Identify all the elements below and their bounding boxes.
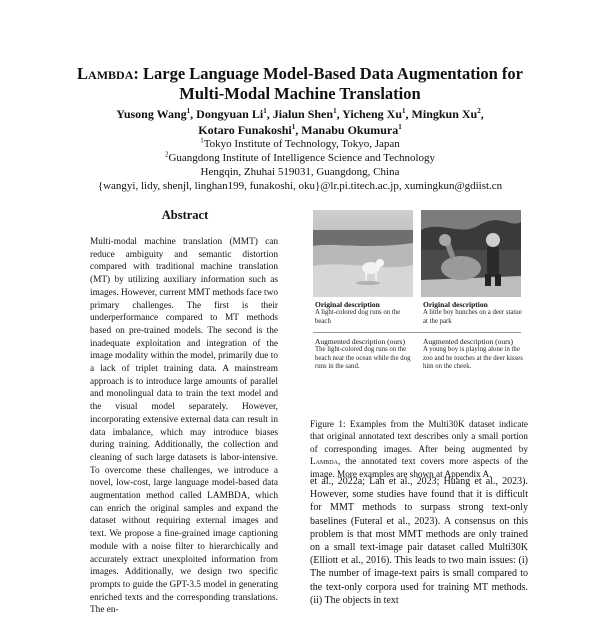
author-list: Yusong Wang$^1$, Dongyuan Li$^1$, Jialun Shen$^1$, Yicheng Xu$^1$, Mingkun Xu$^2$, Kotaro Funakoshi$^1$, Manabu Okumura$^1$ — [116, 107, 484, 137]
author: Manabu Okumura$^1$ — [301, 123, 402, 137]
original-description-label: Original description — [423, 300, 488, 309]
author: Yusong Wang$^1$ — [116, 107, 191, 121]
author: Kotaro Funakoshi$^1$ — [198, 123, 296, 137]
author: Jialun Shen$^1$ — [272, 107, 337, 121]
author: Yicheng Xu$^1$ — [342, 107, 406, 121]
augmented-description-label: Augmented description (ours) — [315, 337, 405, 346]
beach-dog-photo — [313, 210, 413, 297]
affiliation-1: $^1$Tokyo Institute of Technology, Tokyo, Japan — [200, 136, 400, 150]
abstract-text: Multi-modal machine translation (MMT) can reduce ambiguity and semantic distortion compared with traditional machine translation (MT) by utilizing auxiliary information such as images. However, current MMT methods face two primary challenges. The first is their underperformance compared to MT methods based on pre-trained models. The second is the inadequate exploitation and integration of the image modality within the model, primarily due to a lack of triplet training data. A mainstream approach is to introduce large amounts of parallel and monolingual data to train the text model and the visual model separately. However, incorporating extensive external data can result in data imbalance, which may introduce biases during training. Additionally, the collection and cleaning of such large datasets is labor-intensive. To overcome these challenges, we introduce a novel, low-cost, large language model-based data augmentation method called LAMBDA, which can enrich the original samples and expand the dataset without requiring external images and text. We propose a fine-grained image captioning module with a noise filter to hierarchically and accurately extract unexploited information from images. Additionally, we design two specific prompts to guide the GPT-3.5 model in generating enriched texts and the corresponding translations. The en- — [90, 237, 278, 616]
original-description-label: Original description — [315, 300, 380, 309]
title-line-2: Multi-Modal Machine Translation — [179, 84, 421, 103]
title-method-name: Lambda — [77, 64, 134, 83]
figure-1 — [313, 210, 523, 410]
affiliation-2: $^2$Guangdong Institute of Intelligence Science and Technology — [164, 150, 436, 164]
original-description-text: A little boy hunches on a deer statue at the park — [423, 309, 522, 325]
abstract-heading: Abstract — [161, 208, 209, 222]
augmented-description-label: Augmented description (ours) — [423, 337, 513, 346]
author: Dongyuan Li$^1$ — [196, 107, 267, 121]
title-text: : Large Language Model-Based Data Augmentation for — [133, 64, 523, 83]
affiliations — [60, 137, 540, 193]
author: Mingkun Xu$^2$ — [411, 107, 481, 121]
original-description-text: A light-colored dog runs on the beach — [315, 309, 401, 325]
paper-title — [60, 64, 540, 104]
author-emails: {wangyi, lidy, shenjl, linghan199, funakoshi, oku}@lr.pi.titech.ac.jp, xumingkun@gdiist.cn — [97, 180, 503, 192]
figure-caption: Figure 1: Examples from the Multi30K dataset indicate that original annotated text describes only a small portion of corresponding images. After being augmented by Lambda, the annotated text covers more aspects of the image. More examples are shown at Appendix A. — [310, 419, 528, 479]
affiliation-3: Hengqin, Zhuhai 519031, Guangdong, China — [200, 166, 400, 178]
boy-deer-photo — [421, 210, 521, 297]
augmented-description-text: The light-colored dog runs on the beach near the ocean while the dog runs in the sand. — [315, 346, 411, 370]
body-text: et al., 2022a; Lan et al., 2023; Huang et al., 2023). However, some studies have found that it is difficult for MMT methods to surpass strong text-only baselines (Futeral et al., 2023). A consensus on this problem is that most MMT methods are only trained on a small text-image pair dataset called Multi30K (Elliott et al., 2016). This leads to two main issues: (i) The number of image-text pairs is small compared to the text-only corpora used for training MT methods. (ii) The objects in text — [310, 476, 528, 606]
augmented-description-text: A young boy is playing alone in the zoo and he touches at the deer kisses him on the cheek. — [423, 346, 523, 370]
figure-divider — [313, 332, 521, 333]
